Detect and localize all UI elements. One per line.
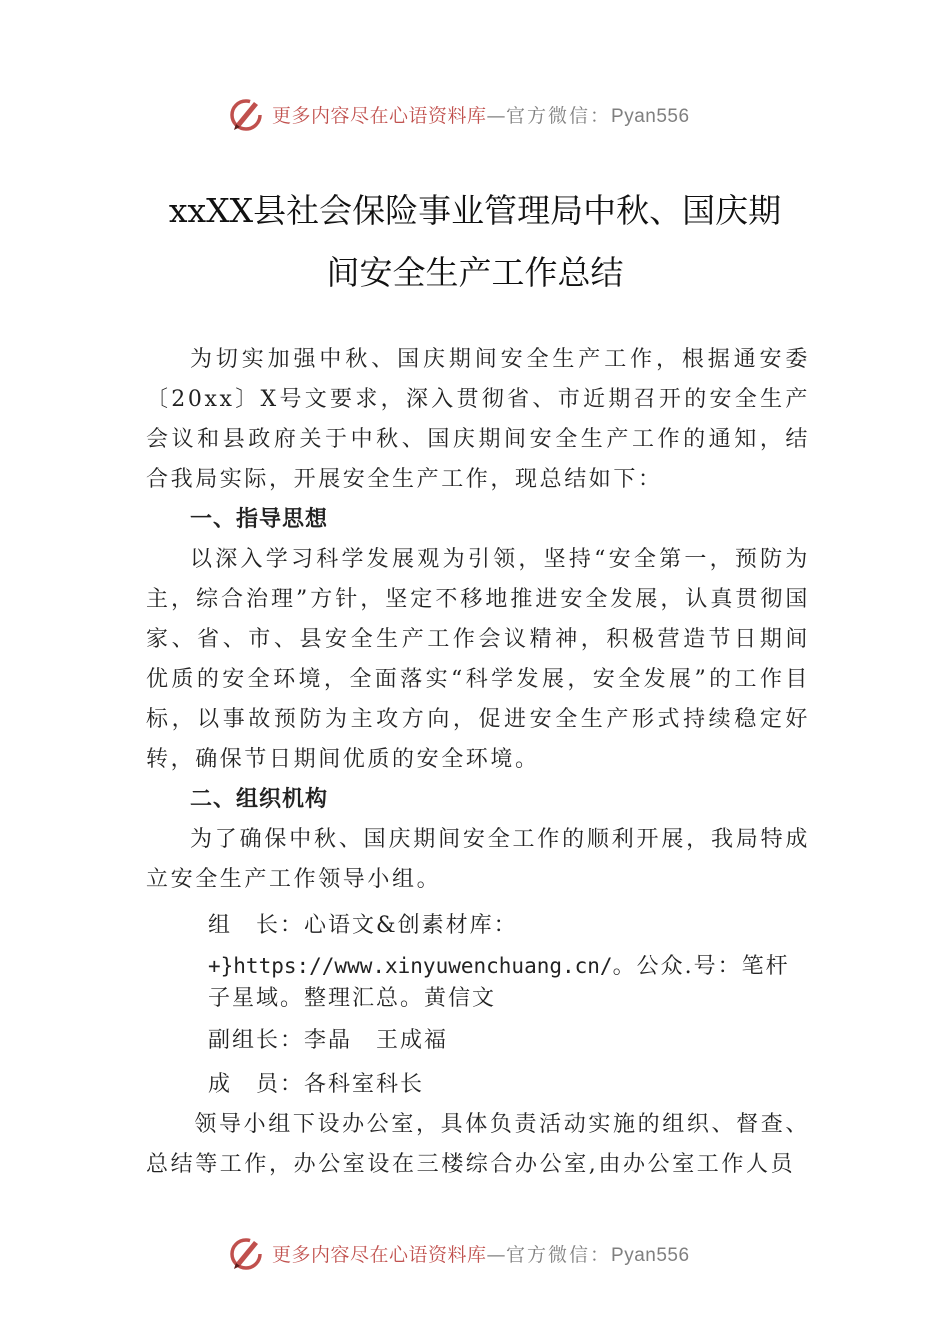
leader-line-3: 子星域。整理汇总。黄信文	[208, 986, 497, 1011]
banner-text	[272, 1240, 690, 1267]
deputy-leader-line: 副组长：李晶 王成福	[208, 1028, 449, 1053]
banner-wechat-label: 官方微信：	[506, 104, 612, 127]
banner-wechat-id: Pyan556	[611, 1244, 690, 1266]
leader-line-1: 组 长：心语文&创素材库：	[208, 913, 518, 938]
section-1-heading: 一、指导思想	[190, 507, 329, 532]
bottom-banner	[226, 1233, 746, 1273]
pen-circle-logo-icon	[226, 1233, 266, 1273]
pen-circle-logo-icon	[226, 94, 266, 134]
intro-paragraph: 为切实加强中秋、国庆期间安全生产工作，根据通安委〔20xx〕X号文要求，深入贯彻省、市近期召开的安全生产会议和县政府关于中秋、国庆期间安全生产工作的通知，结合我局实际，开展安全生产工作，现总结如下：	[146, 347, 810, 492]
leader-line-2-rest: 。公众.号：笔杆	[612, 954, 790, 979]
title-line-1: xxXX县社会保险事业管理局中秋、国庆期	[168, 191, 782, 230]
banner-separator: —	[486, 104, 507, 127]
banner-separator: —	[486, 1243, 507, 1266]
banner-promo: 更多内容尽在心语资料库	[272, 104, 487, 127]
banner-wechat-id: Pyan556	[611, 105, 690, 127]
leader-line-2	[146, 950, 810, 983]
document-title	[140, 180, 810, 304]
leader-url: +}https://www.xinyuwenchuang.cn/	[208, 954, 613, 978]
banner-promo: 更多内容尽在心语资料库	[272, 1243, 487, 1266]
top-banner	[226, 94, 746, 134]
title-line-2: 间安全生产工作总结	[326, 253, 624, 292]
banner-wechat-label: 官方微信：	[506, 1243, 612, 1266]
office-paragraph: 领导小组下设办公室，具体负责活动实施的组织、督查、总结等工作，办公室设在三楼综合办公室,由办公室工作人员	[146, 1112, 810, 1177]
members-line: 成 员：各科室科长	[208, 1072, 425, 1097]
section-1-paragraph: 以深入学习科学发展观为引领，坚持“安全第一，预防为主，综合治理”方针，坚定不移地推进安全发展，认真贯彻国家、省、市、县安全生产工作会议精神，积极营造节日期间优质的安全环境，全面落实“科学发展，安全发展”的工作目标，以事故预防为主攻方向，促进安全生产形式持续稳定好转，确保节日期间优质的安全环境。	[146, 547, 810, 772]
section-2-heading: 二、组织机构	[190, 787, 329, 812]
banner-text	[272, 101, 690, 128]
section-2-paragraph: 为了确保中秋、国庆期间安全工作的顺利开展，我局特成立安全生产工作领导小组。	[146, 827, 810, 892]
document-body	[146, 340, 810, 1185]
